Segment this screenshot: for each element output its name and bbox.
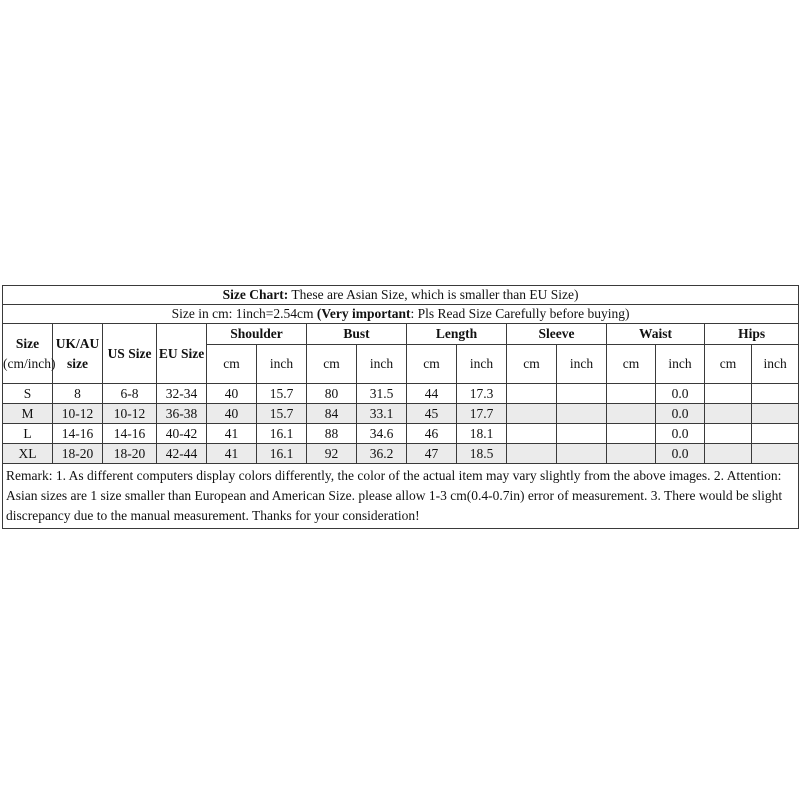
cell-waist-inch: 0.0: [656, 424, 705, 444]
header-length: Length: [407, 324, 507, 345]
cell-waist-cm: [607, 444, 656, 464]
cell-length-cm: 46: [407, 424, 457, 444]
cell-uk: 10-12: [53, 404, 103, 424]
cell-sleeve-cm: [507, 384, 557, 404]
table-row: [3, 424, 799, 444]
cell-bust-inch: 34.6: [357, 424, 407, 444]
cell-waist-inch: 0.0: [656, 384, 705, 404]
remark-text: Remark: 1. As different computers display colors differently, the color of the actual item may vary slightly from the above images. 2. Attention: Asian sizes are 1 size smaller than European and American Size. please allow 1-3 cm(0.4-0.7in) error of measurement. 3. There would be slight discrepancy due to the manual measurement. Thanks for your consideration!: [3, 464, 799, 529]
cell-eu: 32-34: [157, 384, 207, 404]
header-length-cm: cm: [407, 345, 457, 384]
cell-shoulder-cm: 41: [207, 444, 257, 464]
header-row-1: [3, 324, 799, 345]
cell-us: 6-8: [103, 384, 157, 404]
cell-waist-inch: 0.0: [656, 444, 705, 464]
cell-length-inch: 17.3: [457, 384, 507, 404]
cell-shoulder-inch: 15.7: [257, 384, 307, 404]
cell-hips-cm: [705, 424, 752, 444]
cell-length-inch: 17.7: [457, 404, 507, 424]
cell-bust-cm: 80: [307, 384, 357, 404]
cell-size: S: [3, 384, 53, 404]
size-chart-table: [2, 285, 799, 529]
header-bust-inch: inch: [357, 345, 407, 384]
cell-sleeve-inch: [557, 404, 607, 424]
cell-us: 18-20: [103, 444, 157, 464]
cell-length-cm: 47: [407, 444, 457, 464]
cell-hips-inch: [752, 424, 799, 444]
cell-shoulder-inch: 15.7: [257, 404, 307, 424]
table-row: [3, 444, 799, 464]
cell-hips-inch: [752, 384, 799, 404]
header-shoulder-cm: cm: [207, 345, 257, 384]
cell-size: L: [3, 424, 53, 444]
header-shoulder: Shoulder: [207, 324, 307, 345]
cell-length-cm: 45: [407, 404, 457, 424]
header-sleeve: Sleeve: [507, 324, 607, 345]
cell-sleeve-inch: [557, 424, 607, 444]
header-sleeve-cm: cm: [507, 345, 557, 384]
cell-size: XL: [3, 444, 53, 464]
cell-us: 10-12: [103, 404, 157, 424]
cell-waist-cm: [607, 384, 656, 404]
cell-waist-cm: [607, 404, 656, 424]
cell-sleeve-cm: [507, 444, 557, 464]
cell-hips-cm: [705, 404, 752, 424]
unit-note: Size in cm: 1inch=2.54cm (Very important: Pls Read Size Carefully before buying): [3, 305, 799, 324]
note-row: [3, 305, 799, 324]
cell-uk: 18-20: [53, 444, 103, 464]
cell-sleeve-inch: [557, 444, 607, 464]
cell-eu: 36-38: [157, 404, 207, 424]
cell-waist-inch: 0.0: [656, 404, 705, 424]
cell-shoulder-cm: 41: [207, 424, 257, 444]
cell-sleeve-cm: [507, 424, 557, 444]
cell-sleeve-inch: [557, 384, 607, 404]
cell-waist-cm: [607, 424, 656, 444]
table-row: [3, 404, 799, 424]
cell-bust-inch: 31.5: [357, 384, 407, 404]
header-eu: EU Size: [157, 324, 207, 384]
cell-hips-inch: [752, 404, 799, 424]
header-waist: Waist: [607, 324, 705, 345]
table-row: [3, 384, 799, 404]
header-uk-au: UK/AU size: [53, 324, 103, 384]
cell-shoulder-cm: 40: [207, 404, 257, 424]
cell-uk: 14-16: [53, 424, 103, 444]
cell-length-inch: 18.1: [457, 424, 507, 444]
cell-eu: 40-42: [157, 424, 207, 444]
cell-length-inch: 18.5: [457, 444, 507, 464]
cell-uk: 8: [53, 384, 103, 404]
header-hips: Hips: [705, 324, 799, 345]
header-waist-inch: inch: [656, 345, 705, 384]
cell-shoulder-inch: 16.1: [257, 444, 307, 464]
cell-sleeve-cm: [507, 404, 557, 424]
title-row: [3, 286, 799, 305]
cell-bust-cm: 92: [307, 444, 357, 464]
cell-size: M: [3, 404, 53, 424]
cell-eu: 42-44: [157, 444, 207, 464]
cell-us: 14-16: [103, 424, 157, 444]
chart-title: Size Chart: These are Asian Size, which is smaller than EU Size): [3, 286, 799, 305]
cell-shoulder-cm: 40: [207, 384, 257, 404]
cell-hips-cm: [705, 444, 752, 464]
cell-hips-inch: [752, 444, 799, 464]
header-shoulder-inch: inch: [257, 345, 307, 384]
cell-bust-inch: 33.1: [357, 404, 407, 424]
remark-row: [3, 464, 799, 529]
cell-length-cm: 44: [407, 384, 457, 404]
header-sleeve-inch: inch: [557, 345, 607, 384]
header-waist-cm: cm: [607, 345, 656, 384]
header-us: US Size: [103, 324, 157, 384]
header-hips-cm: cm: [705, 345, 752, 384]
cell-bust-inch: 36.2: [357, 444, 407, 464]
cell-bust-cm: 88: [307, 424, 357, 444]
header-bust-cm: cm: [307, 345, 357, 384]
header-hips-inch: inch: [752, 345, 799, 384]
cell-hips-cm: [705, 384, 752, 404]
header-length-inch: inch: [457, 345, 507, 384]
header-size: Size (cm/inch): [3, 324, 53, 384]
cell-shoulder-inch: 16.1: [257, 424, 307, 444]
cell-bust-cm: 84: [307, 404, 357, 424]
header-bust: Bust: [307, 324, 407, 345]
